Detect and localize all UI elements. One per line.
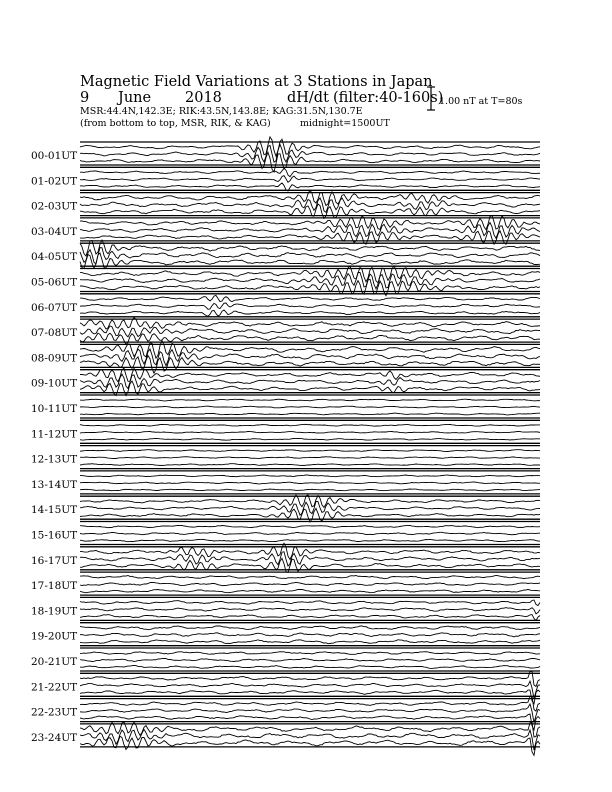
station-trace-RIK: [80, 482, 540, 484]
station-trace-RIK: [80, 658, 540, 661]
hour-row: [31, 167, 540, 191]
station-trace-RIK: [80, 303, 540, 309]
hour-row: [31, 471, 540, 494]
hour-row-label: 06-07UT: [31, 301, 78, 314]
hour-row-label: 20-21UT: [31, 656, 78, 668]
hour-row: [31, 420, 540, 443]
hour-row: [31, 495, 540, 522]
station-trace-RIK: [80, 457, 540, 459]
hour-row-label: 21-22UT: [31, 681, 78, 694]
station-trace-KAG: [80, 600, 540, 606]
hour-row: [31, 266, 540, 296]
hour-row-label: 17-18UT: [31, 580, 78, 593]
hour-row: [31, 572, 540, 595]
date-day: 9: [80, 90, 90, 106]
hour-row: [31, 648, 540, 671]
midnight-note: midnight=1500UT: [300, 118, 390, 129]
hour-row: [31, 318, 540, 345]
station-order-note: (from bottom to top, MSR, RIK, & KAG): [80, 118, 271, 129]
station-trace-MSR: [80, 310, 540, 316]
hour-row: [31, 543, 540, 572]
hour-row: [31, 446, 540, 469]
hour-row-label: 16-17UT: [31, 554, 78, 567]
station-trace-MSR: [80, 204, 540, 219]
hour-row-label: 04-05UT: [31, 251, 78, 264]
scale-bar: [427, 87, 435, 110]
hour-row: [31, 696, 540, 730]
station-trace-MSR: [80, 615, 540, 621]
station-trace-RIK: [80, 582, 540, 585]
station-trace-MSR: [80, 589, 540, 592]
hour-row: [31, 216, 540, 245]
station-trace-KAG: [80, 168, 540, 176]
hour-row: [31, 190, 540, 218]
hour-row-label: 00-01UT: [31, 150, 78, 162]
hour-row-label: 19-20UT: [31, 630, 78, 643]
filter-label: (filter:40-160s): [333, 90, 444, 106]
station-trace-MSR: [80, 439, 540, 441]
station-trace-RIK: [80, 532, 540, 535]
hour-row-label: 02-03UT: [31, 200, 78, 213]
scale-bar-label: 1.00 nT at T=80s: [439, 96, 523, 107]
hour-row: [31, 597, 540, 620]
hour-row: [31, 294, 540, 317]
hour-row-label: 22-23UT: [31, 706, 78, 719]
hour-row-label: 14-15UT: [31, 504, 78, 517]
station-trace-MSR: [80, 231, 540, 245]
hour-row-label: 08-09UT: [31, 352, 78, 365]
hour-row: [31, 522, 540, 545]
station-trace-RIK: [80, 502, 540, 516]
hour-row-label: 13-14UT: [31, 478, 78, 491]
hour-row-label: 15-16UT: [31, 529, 78, 542]
station-trace-KAG: [80, 424, 540, 426]
hour-row-label: 11-12UT: [31, 428, 78, 441]
station-trace-RIK: [80, 432, 540, 434]
hour-row-label: 05-06UT: [31, 276, 78, 289]
hour-row-label: 10-11UT: [31, 403, 78, 415]
hour-row: [31, 395, 540, 418]
station-trace-MSR: [80, 464, 540, 466]
station-trace-MSR: [80, 665, 540, 668]
station-trace-MSR: [80, 508, 540, 522]
hour-row-label: 09-10UT: [31, 377, 78, 390]
station-trace-KAG: [80, 399, 540, 401]
hour-row: [31, 341, 540, 374]
hour-row-label: 07-08UT: [31, 327, 78, 340]
station-trace-RIK: [80, 633, 540, 637]
station-trace-RIK: [80, 326, 540, 337]
hour-row-label: 23-24UT: [31, 731, 78, 744]
station-trace-RIK: [80, 608, 540, 614]
hour-row: [31, 240, 540, 268]
station-trace-KAG: [80, 626, 540, 630]
date-month: June: [118, 90, 152, 106]
station-trace-RIK: [80, 176, 540, 183]
station-trace-KAG: [80, 652, 540, 655]
station-trace-KAG: [80, 341, 540, 359]
hour-row: [31, 368, 540, 395]
station-trace-KAG: [80, 475, 540, 477]
station-trace-KAG: [80, 450, 540, 452]
date-year: 2018: [185, 90, 222, 106]
station-trace-MSR: [80, 413, 540, 415]
station-trace-MSR: [80, 539, 540, 541]
chart-title: Magnetic Field Variations at 3 Stations in Japan: [80, 74, 433, 90]
station-trace-RIK: [80, 406, 540, 408]
hour-row-label: 03-04UT: [31, 225, 78, 238]
station-trace-RIK: [80, 552, 540, 566]
station-trace-MSR: [80, 736, 540, 755]
hour-row-label: 12-13UT: [31, 453, 78, 466]
station-trace-MSR: [80, 356, 540, 374]
station-trace-MSR: [80, 489, 540, 491]
hour-row-label: 01-02UT: [31, 175, 78, 188]
station-trace-KAG: [80, 575, 540, 578]
station-trace-KAG: [80, 543, 540, 559]
station-trace-KAG: [80, 295, 540, 301]
station-trace-KAG: [80, 525, 540, 527]
station-trace-MSR: [80, 640, 540, 644]
station-trace-RIK: [80, 704, 540, 723]
quantity-label: dH/dt: [287, 90, 329, 106]
hour-row-label: 18-19UT: [31, 605, 78, 618]
hour-row: [31, 623, 540, 646]
stations-info: MSR:44.4N,142.3E; RIK:43.5N,143.8E; KAG:31.5N,130.7E: [80, 106, 363, 117]
hour-row: [31, 722, 540, 755]
